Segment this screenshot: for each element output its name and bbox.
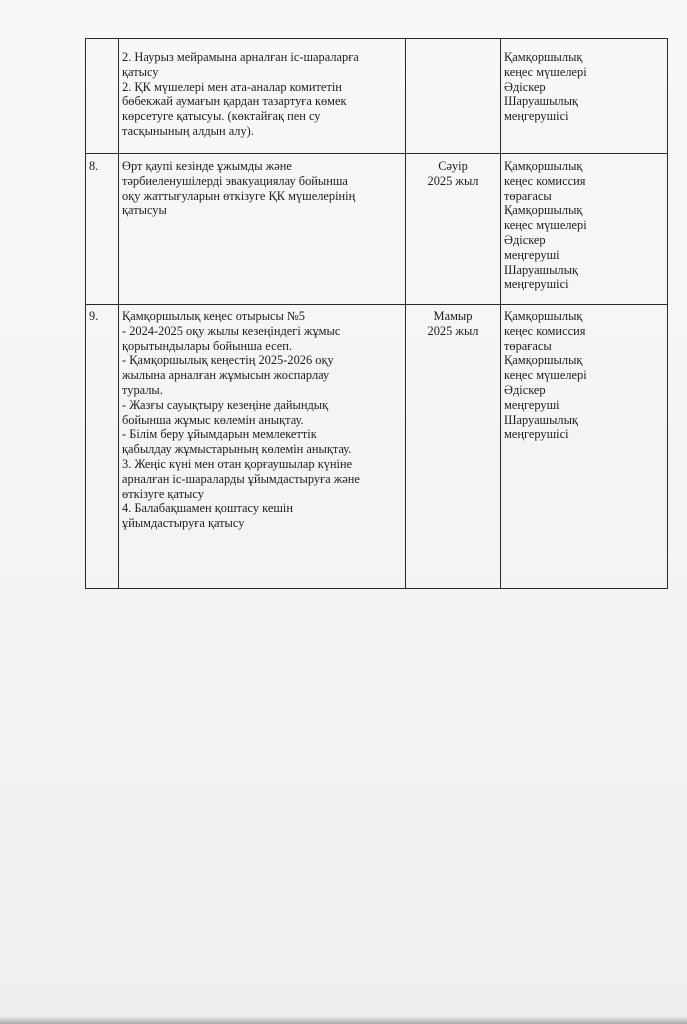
activity-line: өткізуге қатысу (122, 486, 204, 501)
responsible-line: меңгерушісі (504, 427, 569, 442)
responsible-line: Шаруашылық (504, 262, 578, 277)
activity-line: - Қамқоршылық кеңестің 2025-2026 оқу (122, 353, 334, 368)
activity-line: 2. Наурыз мейрамына арналған іс-шараларға (122, 50, 359, 64)
responsible-line: кеңес мүшелері (504, 64, 587, 79)
table-row (86, 154, 668, 305)
plan-table-body (86, 39, 668, 589)
responsible-line: меңгерушісі (504, 277, 569, 292)
activity-line: арналған іс-шараларды ұйымдастыруға және (122, 471, 360, 486)
date-line: 2025 жыл (427, 173, 479, 188)
activity-line: тасқынының алдын алу). (122, 123, 254, 138)
responsible-line: Қамқоршылық (504, 353, 583, 368)
responsible-line: Шаруашылық (504, 94, 578, 109)
responsible-line: кеңес мүшелері (504, 368, 587, 383)
activity-line: Қамқоршылық кеңес отырысы №5 (122, 309, 305, 323)
responsible-line: меңгерушісі (504, 109, 569, 124)
responsible-line: Әдіскер (504, 79, 546, 94)
date-cell (406, 305, 501, 589)
responsible-line: Шаруашылық (504, 412, 578, 427)
activity-line: оқу жаттығуларын өткізуге ҚК мүшелерінің (122, 188, 356, 203)
activity-line: бойынша жұмыс көлемін анықтау. (122, 412, 304, 427)
activity-cell (119, 305, 406, 589)
responsible-line: Әдіскер (504, 232, 546, 247)
activity-line: 4. Балабақшамен қоштасу кешін (122, 501, 294, 516)
date-cell (406, 39, 501, 154)
responsible-cell (501, 154, 668, 305)
activity-line: - 2024-2025 оқу жылы кезеңіндегі жұмыс (122, 323, 341, 338)
responsible-line: төрағасы (504, 338, 552, 353)
responsible-line: кеңес комиссия (504, 173, 586, 188)
activity-line: туралы. (122, 382, 163, 397)
table-row (86, 305, 668, 589)
date-cell (406, 154, 501, 305)
activity-line: қабылдау жұмыстарының көлемін анықтау. (122, 442, 352, 457)
responsible-line: Әдіскер (504, 382, 546, 397)
activity-line: - Жазғы сауықтыру кезеңіне дайындық (122, 397, 329, 412)
table-row (86, 39, 668, 154)
activity-line: бөбекжай аумағын қардан тазартуға көмек (122, 94, 347, 109)
responsible-line: Қамқоршылық (504, 203, 583, 218)
activity-line: жылына арналған жұмысын жоспарлау (122, 368, 330, 383)
responsible-line: Қамқоршылық (504, 159, 583, 173)
activity-line: ұйымдастыруға қатысу (122, 516, 245, 531)
row-number-cell (86, 39, 119, 154)
plan-table (85, 38, 668, 589)
activity-line: қатысу (122, 64, 159, 79)
date-line: 2025 жыл (427, 323, 479, 338)
activity-line: 2. ҚК мүшелері мен ата-аналар комитетін (122, 79, 342, 94)
responsible-line: Қамқоршылық (504, 309, 583, 323)
activity-line: 3. Жеңіс күні мен отан қорғаушылар күніне (122, 456, 353, 471)
activity-line: қатысуы (122, 203, 167, 218)
activity-line: Өрт қаупі кезінде ұжымды және (122, 159, 292, 173)
responsible-cell (501, 39, 668, 154)
responsible-line: Қамқоршылық (504, 50, 583, 64)
activity-line: тәрбиеленушілерді эвакуациялау бойынша (122, 173, 348, 188)
activity-line: қорытындылары бойынша есеп. (122, 338, 292, 353)
bottom-edge-shadow (0, 1016, 687, 1024)
responsible-line: кеңес комиссия (504, 323, 586, 338)
date-line: Сәуір (438, 159, 468, 173)
row-number-cell: 8. (86, 154, 119, 305)
responsible-line: кеңес мүшелері (504, 218, 587, 233)
activity-line: - Білім беру ұйымдарын мемлекеттік (122, 427, 317, 442)
row-number-cell: 9. (86, 305, 119, 589)
responsible-line: төрағасы (504, 188, 552, 203)
activity-cell (119, 154, 406, 305)
activity-line: көрсетуге қатысуы. (көктайғақ пен су (122, 109, 321, 124)
date-line: Мамыр (433, 309, 473, 323)
responsible-line: меңгеруші (504, 247, 560, 262)
responsible-line: меңгеруші (504, 397, 560, 412)
activity-cell (119, 39, 406, 154)
responsible-cell (501, 305, 668, 589)
